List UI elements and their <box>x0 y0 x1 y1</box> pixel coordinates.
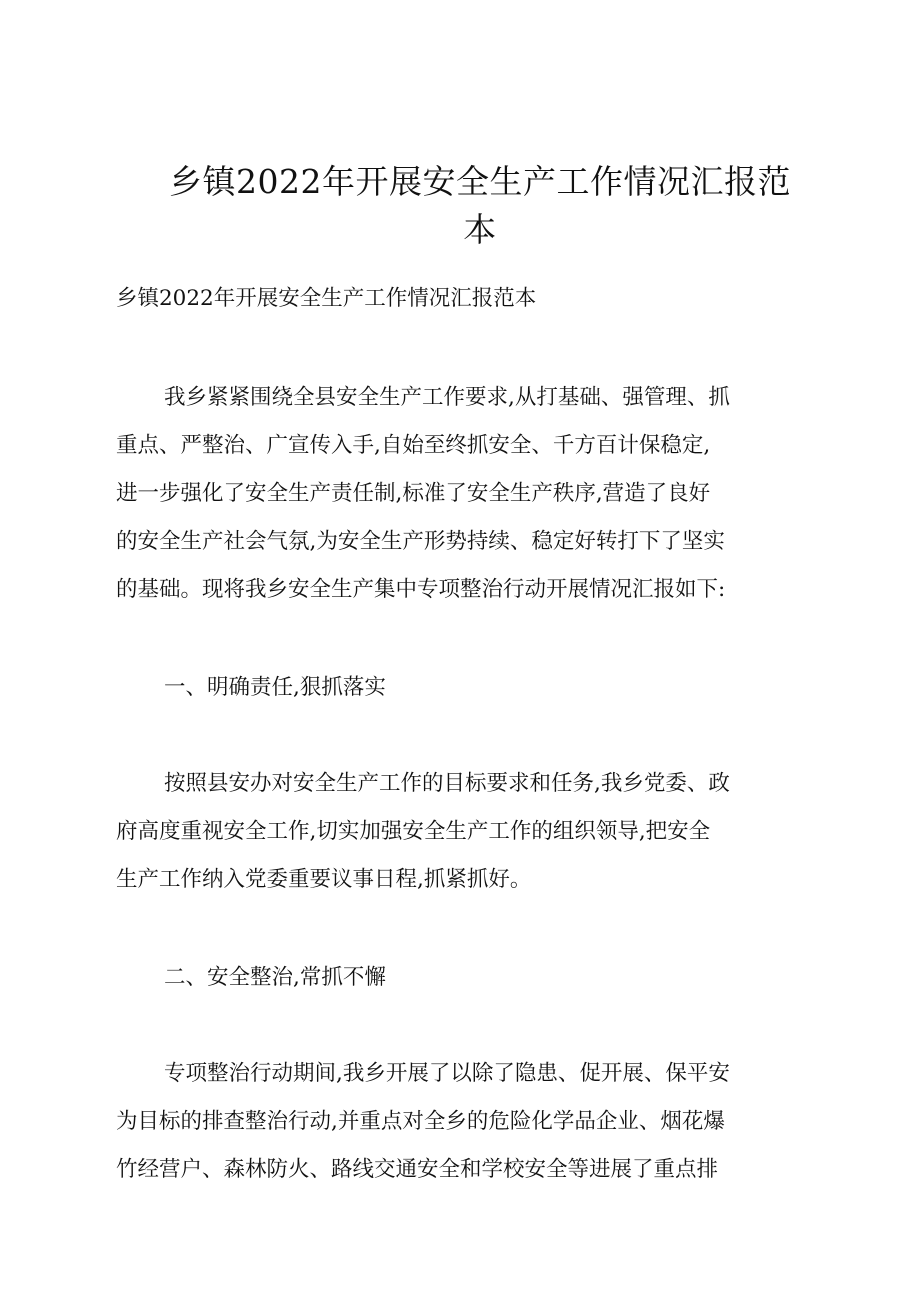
section-1-paragraph <box>116 760 806 904</box>
section-heading-text: 一、明确责任,狠抓落实 <box>164 675 386 700</box>
section-heading-2 <box>116 954 806 1002</box>
intro-paragraph <box>116 374 806 614</box>
paragraph-line: 重点、严整治、广宣传入手,自始至终抓安全、千方百计保稳定, <box>116 433 711 458</box>
section-heading-1 <box>116 664 806 712</box>
paragraph-line: 生产工作纳入党委重要议事日程,抓紧抓好。 <box>116 867 532 892</box>
paragraph-line: 我乡紧紧围绕全县安全生产工作要求,从打基础、强管理、抓 <box>164 385 730 410</box>
section-heading-text: 二、安全整治,常抓不懈 <box>164 965 386 990</box>
paragraph-line: 竹经营户、森林防火、路线交通安全和学校安全等进展了重点排 <box>116 1157 719 1182</box>
paragraph-line: 的基础。现将我乡安全生产集中专项整治行动开展情况汇报如下: <box>116 577 726 602</box>
paragraph-line: 按照县安办对安全生产工作的目标要求和任务,我乡党委、政 <box>164 771 730 796</box>
paragraph-line: 专项整治行动期间,我乡开展了以除了隐患、促开展、保平安 <box>164 1061 730 1086</box>
paragraph-line: 府高度重视安全工作,切实加强安全生产工作的组织领导,把安全 <box>116 819 711 844</box>
paragraph-line: 为目标的排查整治行动,并重点对全乡的危险化学品企业、烟花爆 <box>116 1109 725 1134</box>
document-title-line: 乡镇2022年开展安全生产工作情况汇报范 <box>169 162 791 201</box>
document-title <box>150 158 810 254</box>
document-subtitle: 乡镇2022年开展安全生产工作情况汇报范本 <box>116 286 537 311</box>
section-2-paragraph <box>116 1050 806 1194</box>
document-title-line: 本 <box>463 210 497 249</box>
paragraph-line: 进一步强化了安全生产责任制,标准了安全生产秩序,营造了良好 <box>116 481 711 506</box>
paragraph-line: 的安全生产社会气氛,为安全生产形势持续、稳定好转打下了坚实 <box>116 529 725 554</box>
